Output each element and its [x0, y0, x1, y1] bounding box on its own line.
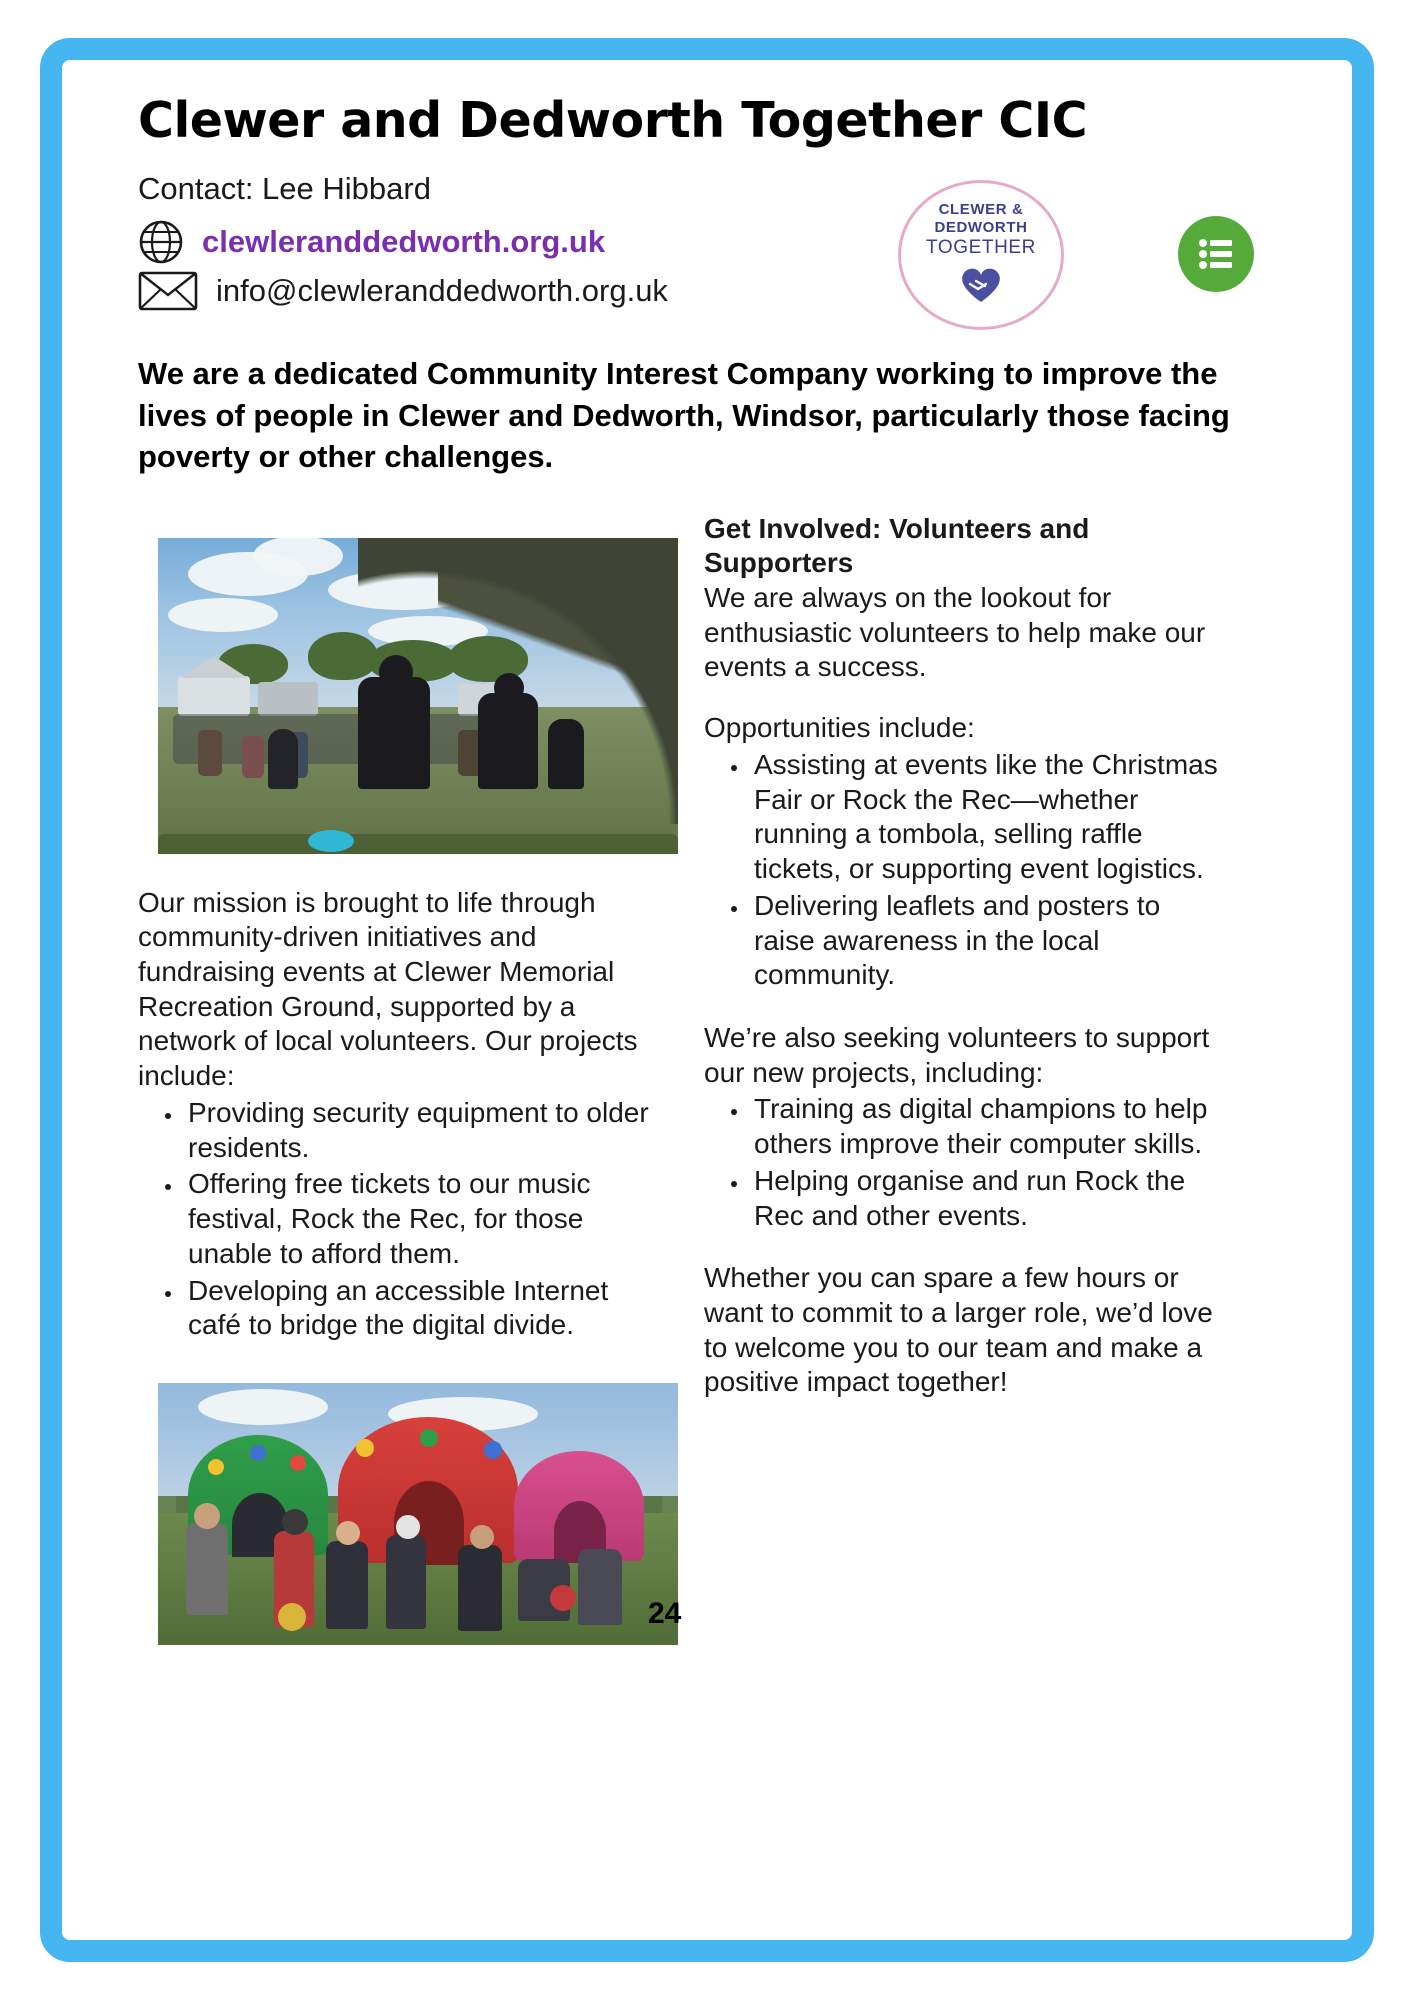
opportunities-label: Opportunities include:: [704, 712, 975, 744]
logo-line-1: CLEWER &: [938, 201, 1024, 219]
contact-person: Contact: Lee Hibbard: [138, 171, 431, 206]
intro-statement: We are a dedicated Community Interest Company working to improve the lives of people in Clewer and Dedworth, Windsor, particularly those facing poverty or other challenges.: [138, 356, 1230, 475]
get-involved-heading: Get Involved: Volunteers and Supporters: [704, 512, 1090, 579]
left-column: [138, 512, 682, 1653]
organisation-logo: [886, 176, 1076, 336]
list-item: • Training as digital champions to help others improve their computer skills.: [750, 1092, 1224, 1161]
globe-icon: [138, 219, 184, 265]
list-item: • Helping organise and run Rock the Rec and other events.: [750, 1164, 1224, 1233]
page-number: 24: [648, 1596, 682, 1630]
contact-details: [138, 219, 1314, 313]
closing-paragraph: Whether you can spare a few hours or want to commit to a larger role, we’d love to welcome you to our team and make a positive impact together!: [704, 1262, 1213, 1398]
logo-circle: [898, 180, 1064, 330]
website-row[interactable]: [138, 219, 1314, 265]
get-involved-intro: We are always on the lookout for enthusiastic volunteers to help make our events a success.: [704, 582, 1206, 683]
festival-stage-photo: [158, 524, 678, 864]
list-icon: [1178, 216, 1254, 292]
new-projects-list: [704, 1092, 1224, 1233]
right-column: [704, 512, 1224, 1653]
logo-line-2: DEDWORTH: [934, 218, 1028, 236]
page-content: [100, 80, 1314, 1925]
opportunities-list: [704, 748, 1224, 993]
two-column-body: [138, 512, 1314, 1653]
list-item: • Assisting at events like the Christmas Fair or Rock the Rec—whether running a tombola, selling raffle tickets, or supporting event logistics.: [750, 748, 1224, 887]
heart-handshake-icon: [958, 264, 1004, 309]
list-item: • Developing an accessible Internet café to bridge the digital divide.: [184, 1274, 668, 1343]
logo-line-3: TOGETHER: [925, 236, 1036, 258]
website-link[interactable]: clewleranddedworth.org.uk: [202, 224, 606, 259]
email-address[interactable]: info@clewleranddedworth.org.uk: [216, 273, 668, 308]
new-projects-label: We’re also seeking volunteers to support our new projects, including:: [704, 1021, 1210, 1088]
envelope-icon: [138, 269, 198, 313]
list-item: • Delivering leaflets and posters to raise awareness in the local community.: [750, 889, 1224, 993]
projects-list: [138, 1096, 668, 1343]
email-row[interactable]: [138, 269, 1314, 313]
mission-paragraph: Our mission is brought to life through community-driven initiatives and fundraising events at Clewer Memorial Recreation Ground, supported by a network of local volunteers. Our projects include:: [138, 886, 638, 1092]
page-title: Clewer and Dedworth Together CIC: [138, 92, 1088, 149]
bouncy-castle-photo: [158, 1373, 678, 1653]
list-item: • Providing security equipment to older residents.: [184, 1096, 668, 1165]
list-item: • Offering free tickets to our music festival, Rock the Rec, for those unable to afford them.: [184, 1167, 668, 1271]
